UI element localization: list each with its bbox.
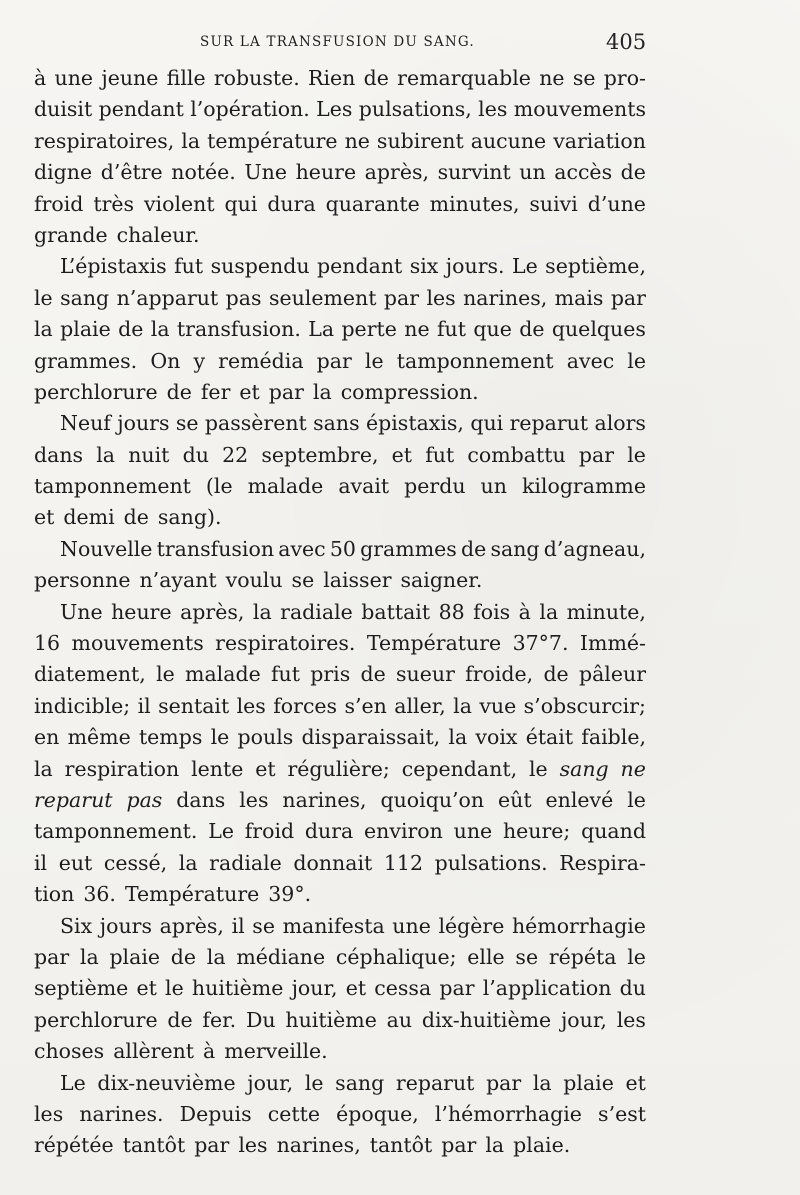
text-line: Six jours après, il se manifesta une légère hémorrhagie	[60, 913, 646, 938]
text-line: les narines. Depuis cette époque, l’hémorrhagie s’est	[34, 1101, 646, 1126]
text-line: en même temps le pouls disparaissait, la voix était faible,	[34, 725, 646, 750]
text-line: Une heure après, la radiale battait 88 fois à la minute,	[60, 599, 646, 624]
text-line: perchlorure de fer et par la compression.	[34, 379, 479, 404]
text-line: diatement, le malade fut pris de sueur froide, de pâleur	[34, 662, 646, 687]
text-line: personne n’ayant voulu se laisser saigner.	[34, 568, 483, 593]
text-line: tion 36. Température 39°.	[34, 882, 312, 907]
text-line: et demi de sang).	[34, 505, 222, 530]
text-line: L’épistaxis fut suspendu pendant six jours. Le septième,	[60, 254, 646, 279]
text-line: le sang n’apparut pas seulement par les narines, mais par	[34, 285, 646, 310]
text-line: grande chaleur.	[34, 222, 200, 247]
text-line: choses allèrent à merveille.	[34, 1039, 328, 1064]
running-head: SUR LA TRANSFUSION DU SANG.	[200, 34, 475, 50]
text-line: perchlorure de fer. Du huitième au dix-huitième jour, les	[34, 1007, 646, 1032]
text-line: froid très violent qui dura quarante minutes, suivi d’une	[34, 191, 646, 216]
text-line: à une jeune fille robuste. Rien de remarquable ne se pro-	[34, 66, 646, 90]
text-line: Neuf jours se passèrent sans épistaxis, qui reparut alors	[60, 411, 646, 436]
page-number: 405	[606, 30, 647, 54]
text-line: tamponnement. Le froid dura environ une heure; quand	[34, 819, 646, 844]
text-line: la respiration lente et régulière; cependant, le sang ne	[34, 756, 646, 781]
text-line: reparut pas dans les narines, quoiqu’on eût enlevé le	[34, 787, 646, 812]
text-line: tamponnement (le malade avait perdu un kilogramme	[34, 474, 646, 499]
text-line: duisit pendant l’opération. Les pulsations, les mouvements	[34, 97, 646, 122]
text-line: dans la nuit du 22 septembre, et fut combattu par le	[34, 442, 646, 467]
text-line: 16 mouvements respiratoires. Température 37°7. Immé-	[34, 631, 646, 656]
text-line: répétée tantôt par les narines, tantôt par la plaie.	[34, 1133, 571, 1158]
text-line: respiratoires, la température ne subirent aucune variation	[34, 128, 646, 153]
text-line: indicible; il sentait les forces s’en aller, la vue s’obscurcir;	[34, 693, 646, 718]
text-line: il eut cessé, la radiale donnait 112 pulsations. Respira-	[34, 850, 646, 875]
page-header	[34, 30, 654, 60]
body-text	[34, 63, 646, 1162]
text-line: grammes. On y remédia par le tamponnement avec le	[34, 348, 646, 373]
text-line: la plaie de la transfusion. La perte ne fut que de quelques	[34, 317, 646, 342]
text-line: Le dix-neuvième jour, le sang reparut par la plaie et	[60, 1070, 646, 1095]
text-line: par la plaie de la médiane céphalique; elle se répéta le	[34, 944, 646, 969]
text-line: septième et le huitième jour, et cessa par l’application du	[34, 976, 646, 1001]
text-line: Nouvelle transfusion avec 50 grammes de sang d’agneau,	[60, 536, 646, 561]
text-line: digne d’être notée. Une heure après, survint un accès de	[34, 160, 646, 185]
